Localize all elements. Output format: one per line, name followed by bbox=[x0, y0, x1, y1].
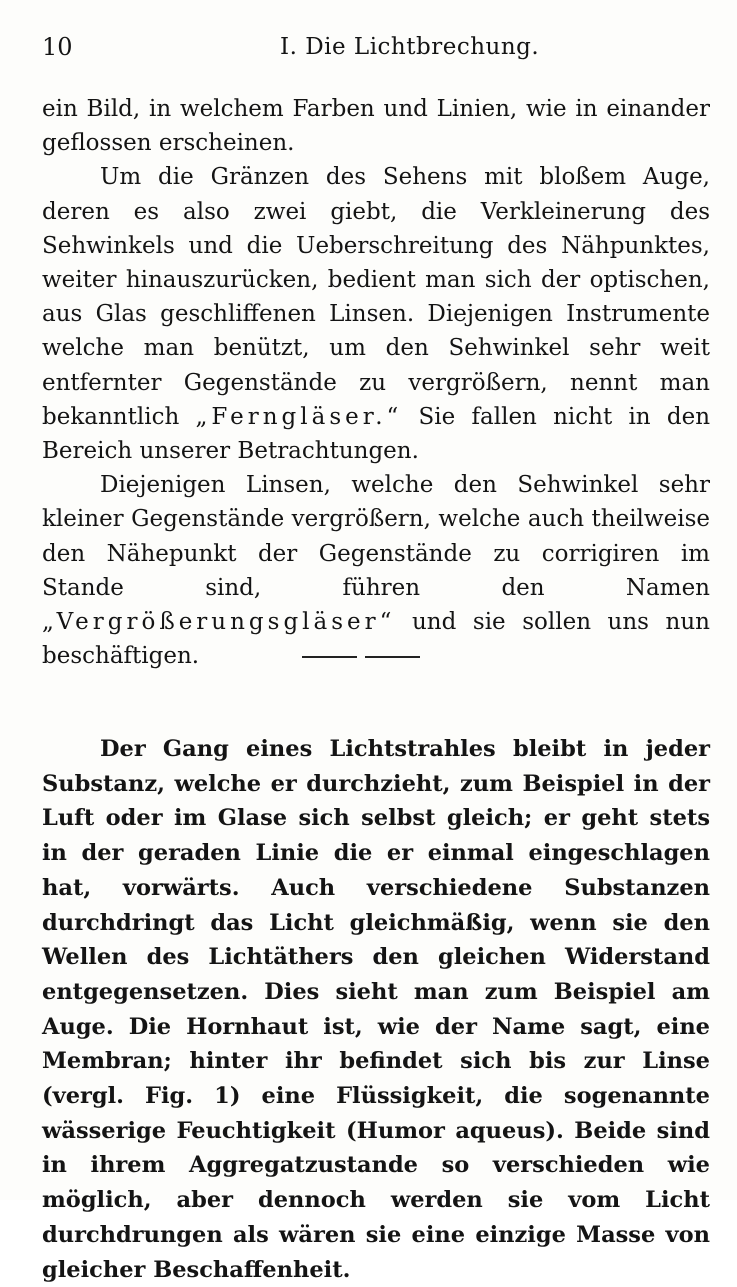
upper-text-block bbox=[42, 92, 710, 673]
term-fernglaeser: „Ferngläser.“ bbox=[195, 403, 403, 430]
paragraph-light-ray: Der Gang eines Lichtstrahles bleibt in jeder Substanz, welche er durchzieht, zum Beispiel in der Luft oder im Glase sich selbst gleich; er geht stets in der geraden Linie die er einmal eingeschlagen hat, vorwärts. Auch verschiedene Substanzen durchdringt das Licht gleichmäßig, wenn sie den Wellen des Lichtäthers den gleichen Widerstand entgegensetzen. Dies sieht man zum Beispiel am Auge. Die Hornhaut ist, wie der Name sagt, eine Membran; hinter ihr befindet sich bis zur Linse (vergl. Fig. 1) eine Flüssigkeit, die sogenannte wässerige Feuchtigkeit (Humor aqueus). Beide sind in ihrem Aggregatzustande so verschieden wie möglich, aber dennoch werden sie vom Licht durchdrungen als wären sie eine einzige Masse von gleicher Beschaffenheit. bbox=[42, 736, 710, 1283]
paragraph-continuation: ein Bild, in welchem Farben und Linien, wie in einander geflossen erscheinen. bbox=[42, 96, 710, 157]
term-vergroesserungsglaeser: „Vergrößerungsgläser“ bbox=[42, 609, 396, 636]
paragraph-lenses-text: Um die Gränzen des Sehens mit bloßem Auge, deren es also zwei giebt, die Verkleinerung des Sehwinkels und die Ueberschreitung des Nähpunktes, weiter hinauszurücken, bedient man sich der optischen, aus Glas geschliffenen Linsen. Diejenigen Instrumente welche man benützt, um den Sehwinkel sehr weit entfernter Gegenstände zu vergrößern, nennt man bekanntlich bbox=[42, 164, 710, 430]
paragraph-magnifiers-end: und sie sollen uns nun beschäftigen. bbox=[42, 609, 710, 670]
divider-left bbox=[302, 656, 357, 658]
divider-right bbox=[365, 656, 420, 658]
lower-text-block bbox=[42, 732, 710, 1287]
paragraph-magnifiers-text: Diejenigen Linsen, welche den Sehwinkel sehr kleiner Gegenstände vergrößern, welche auch theilweise den Nähepunkt der Gegenstände zu corrigiren im Stande sind, führen den Namen bbox=[42, 472, 710, 601]
page-header bbox=[42, 30, 707, 64]
paragraph-magnifiers bbox=[42, 468, 710, 673]
running-head: I. Die Lichtbrechung. bbox=[280, 34, 540, 60]
paragraph-lenses bbox=[42, 160, 710, 468]
section-divider bbox=[302, 656, 420, 659]
paragraph-lenses-end: Sie fallen nicht in den Bereich unserer Betrachtungen. bbox=[42, 403, 711, 465]
page-number: 10 bbox=[42, 33, 73, 61]
